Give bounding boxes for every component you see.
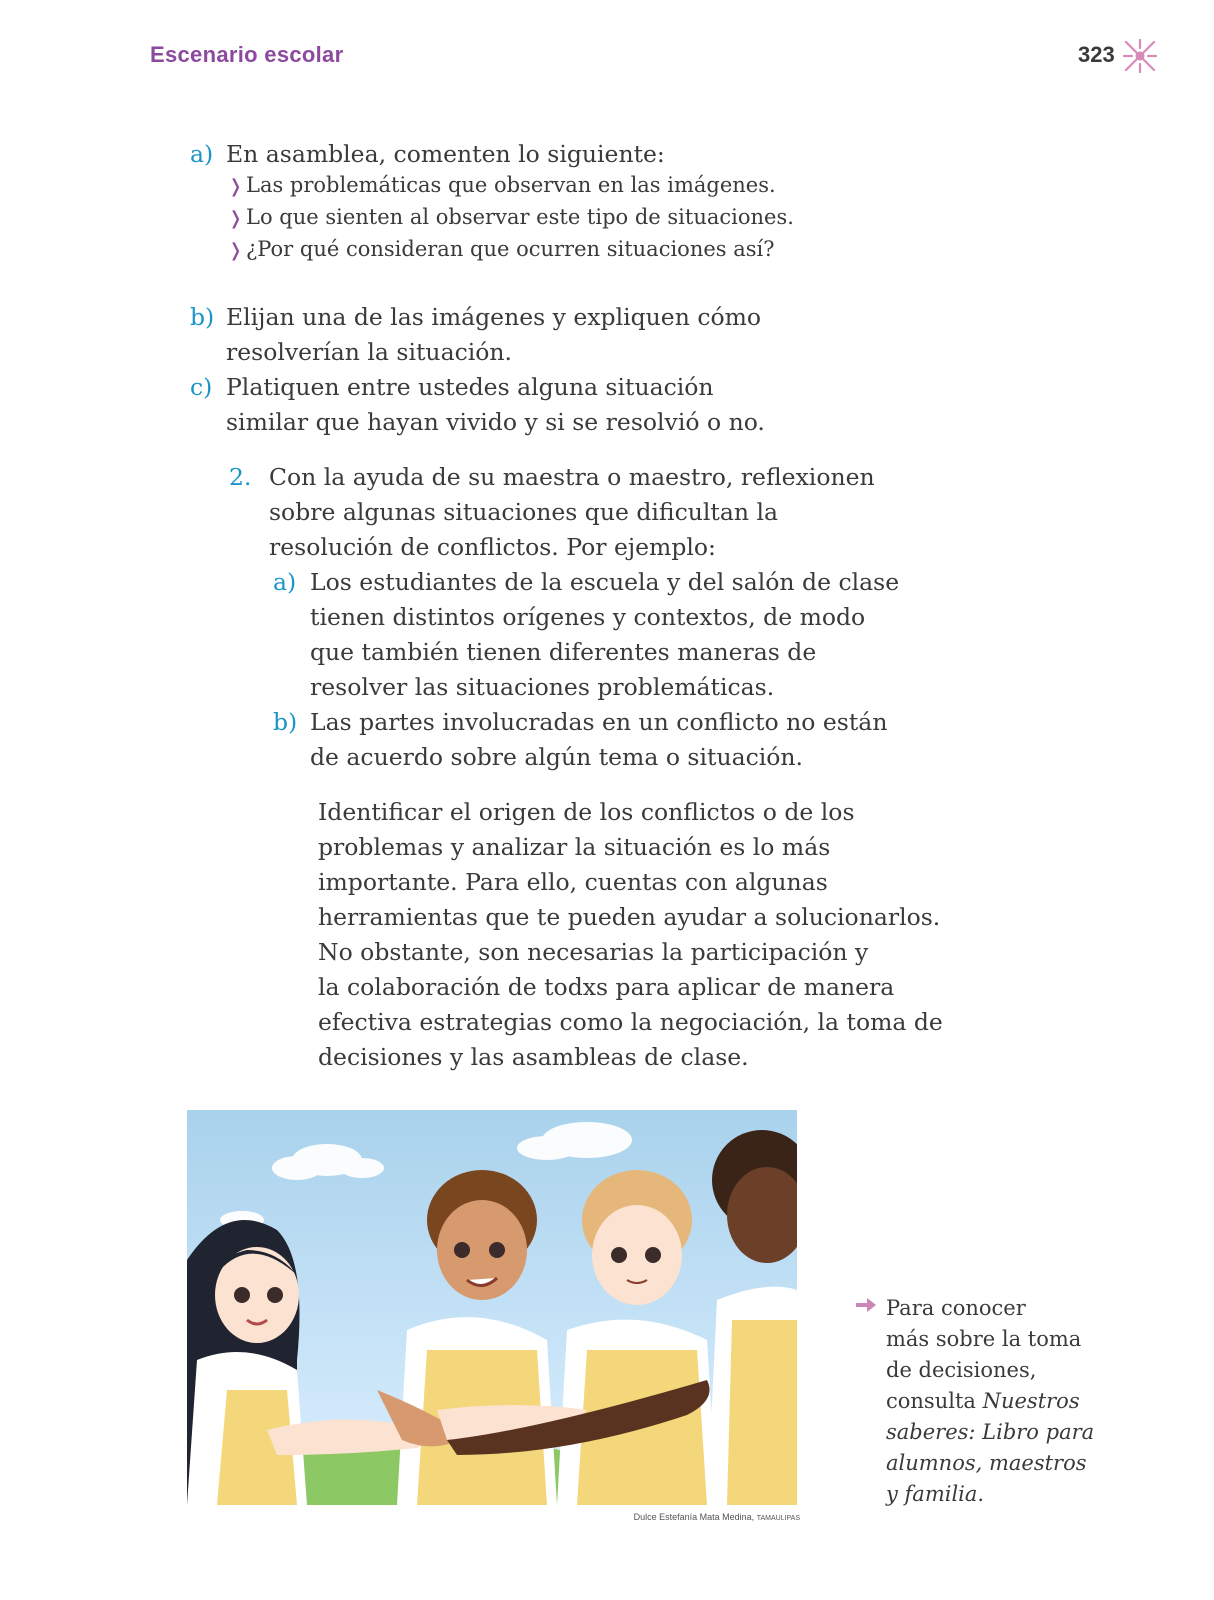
item-label: a) [190, 140, 214, 168]
item-label: b) [273, 708, 298, 736]
list-item: ❭ Lo que sienten al observar este tipo de situaciones. [228, 202, 794, 234]
activity-2-item-b: b) Las partes involucradas en un conflicto no están de acuerdo sobre algún tema o situación. [273, 705, 887, 775]
activity-number: 2. [229, 463, 252, 491]
section-title: Escenario escolar [150, 42, 344, 67]
item-b: b) Elijan una de las imágenes y expliquen cómo resolverían la situación. [190, 300, 761, 370]
item-a [190, 137, 665, 172]
info-paragraph: Identificar el origen de los conflictos o de los problemas y analizar la situación es lo más importante. Para ello, cuentas con algunas herramientas que te pueden ayudar a solucionarlos. No obstante, son necesarias la participación y la colaboración de todxs para aplicar de manera efectiva estrategias como la negociación, la toma de decisiones y las asambleas de clase. [318, 798, 943, 1071]
list-item: ❭ Las problemáticas que observan en las imágenes. [228, 170, 794, 202]
page-number: 323 [1078, 42, 1115, 67]
bullet-chevron-icon: ❭ [228, 208, 244, 229]
activity-2-item-a: a) Los estudiantes de la escuela y del salón de clase tienen distintos orígenes y contextos, de modo que también tienen diferentes maneras de resolver las situaciones problemáticas. [273, 565, 899, 705]
decorative-star-icon [1122, 38, 1158, 74]
arrow-right-icon [855, 1297, 877, 1313]
item-c: c) Platiquen entre ustedes alguna situación similar que hayan vivido y si se resolvió o no. [190, 370, 765, 440]
illustration-credit: Dulce Estefanía Mata Medina, TAMAULIPAS [633, 1512, 800, 1522]
bullet-list [228, 170, 794, 266]
bullet-chevron-icon: ❭ [228, 240, 244, 261]
activity-2: 2. Con la ayuda de su maestra o maestro, reflexionen sobre algunas situaciones que dificultan la resolución de conflictos. Por ejemplo: [229, 460, 875, 565]
item-label: b) [190, 303, 215, 331]
item-label: a) [273, 568, 297, 596]
illustration-students-hands [187, 1110, 797, 1505]
item-label: c) [190, 373, 213, 401]
bullet-chevron-icon: ❭ [228, 176, 244, 197]
item-text: En asamblea, comenten lo siguiente: [226, 140, 665, 168]
list-item: ❭ ¿Por qué consideran que ocurren situaciones así? [228, 234, 794, 266]
